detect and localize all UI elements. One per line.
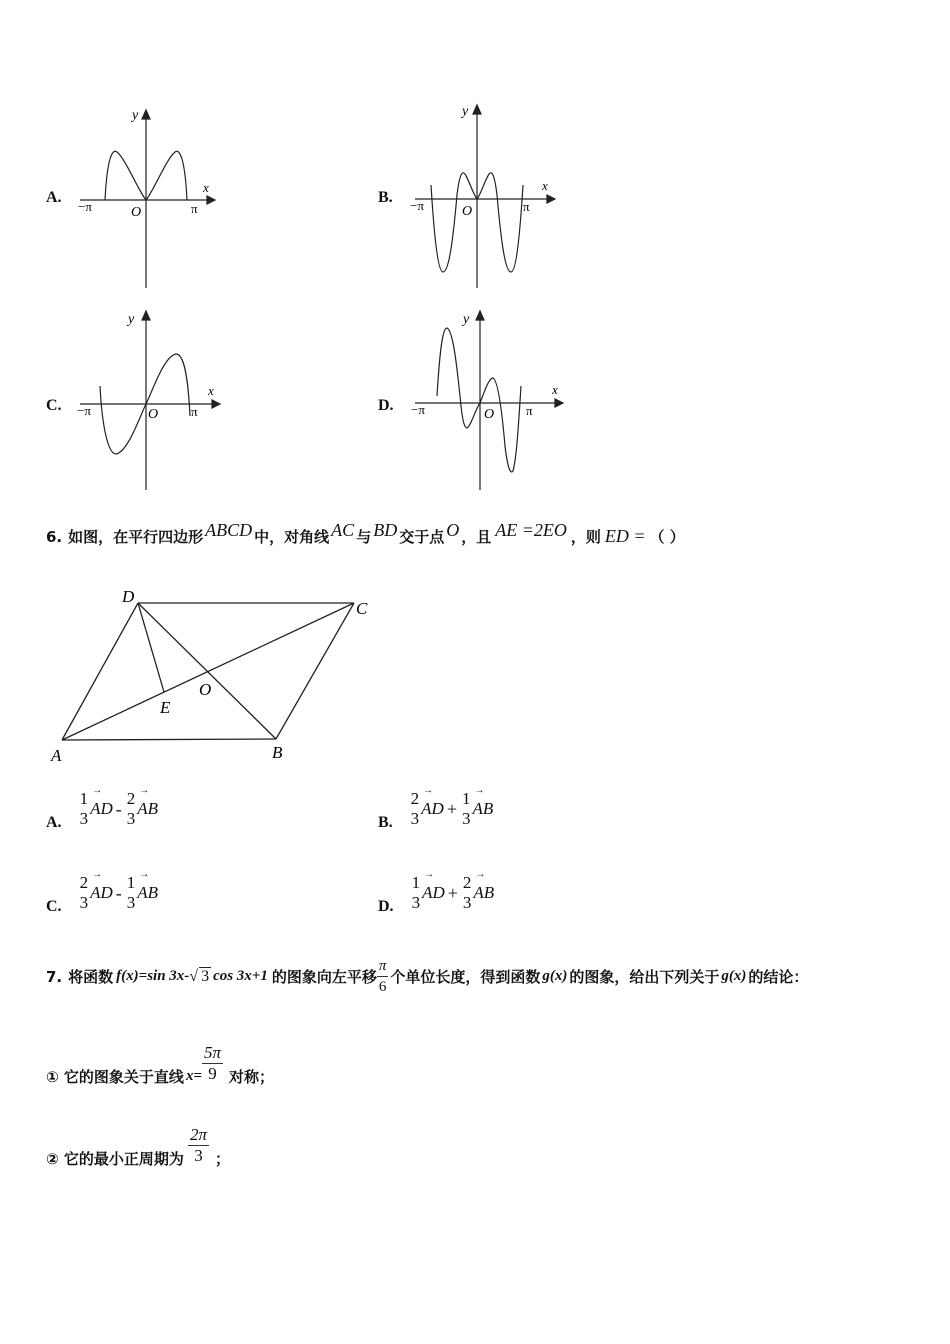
- q6-ed: ED =: [604, 526, 646, 546]
- q7-function: f(x)=sin 3x-: [116, 968, 190, 984]
- pi-label: π: [523, 199, 530, 214]
- q7-statement-2: ② 它的最小正周期为 $\frac{2\pi}{3}$ ；: [46, 1125, 230, 1168]
- origin-label: O: [148, 407, 159, 422]
- y-axis-label: y: [128, 312, 135, 327]
- edge-ba: [62, 739, 276, 740]
- q6-abcd: ABCD: [205, 520, 253, 540]
- vertex-c: C: [356, 599, 368, 618]
- origin-label: O: [131, 205, 142, 220]
- graph-c: [70, 306, 230, 494]
- q6-bd: BD: [373, 520, 398, 540]
- option-c-label[interactable]: C.: [46, 397, 62, 414]
- graph-d: [405, 306, 570, 494]
- x-axis-label: x: [208, 383, 214, 398]
- question-6-stem: 6. 如图，在平行四边形 ABCD 中，对角线 AC 与 BD 交于点 O ，且 AE =2EO ，则 ED = （ ）: [46, 520, 685, 546]
- y-axis-label: y: [463, 312, 470, 327]
- q6-option-a[interactable]: A. 1 3 → AD - 2 3 → AB: [46, 786, 158, 832]
- answer-blank: （ ）: [649, 528, 685, 546]
- q7-statement-1: ① 它的图象关于直线 x= $\frac{5\pi}{9}$ 对称；: [46, 1043, 275, 1086]
- x-axis-label: x: [203, 180, 209, 195]
- option-b-label[interactable]: B.: [378, 189, 393, 206]
- point-o: O: [199, 680, 212, 699]
- q6-option-d[interactable]: D. 1 3 → AD + 2 3 → AB: [378, 870, 494, 916]
- neg-pi-label: −π: [411, 402, 425, 417]
- origin-label: O: [484, 407, 495, 422]
- question-7-stem: 7. 将函数 f(x)=sin 3x- √ 3 cos 3x+1 的图象向左平移 $\frac{\pi}{6}$ 个单位长度，得到函数 g(x) 的图象，给出下列关于 g(x) 的结论：: [46, 958, 809, 995]
- pi-label: π: [191, 404, 198, 419]
- parallelogram-figure: [40, 580, 380, 770]
- vertex-a: A: [51, 746, 62, 765]
- q6-o: O: [446, 520, 460, 540]
- q7-number: 7.: [46, 967, 63, 986]
- neg-pi-label: −π: [78, 199, 92, 214]
- x-axis-label: x: [552, 382, 558, 397]
- neg-pi-label: −π: [410, 198, 424, 213]
- y-axis-label: y: [132, 108, 139, 123]
- vertex-b: B: [272, 743, 283, 762]
- point-e: E: [160, 698, 171, 717]
- pi-label: π: [526, 403, 533, 418]
- option-a-label[interactable]: A.: [46, 189, 62, 206]
- vertex-d: D: [122, 587, 135, 606]
- q6-option-c[interactable]: C. 2 3 → AD - 1 3 → AB: [46, 870, 158, 916]
- edge-ad: [62, 603, 138, 740]
- origin-label: O: [462, 204, 473, 219]
- q6-number: 6.: [46, 527, 63, 546]
- edge-cb: [276, 603, 354, 739]
- q6-option-b[interactable]: B. 2 3 → AD + 1 3 → AB: [378, 786, 493, 832]
- q6-ac: AC: [331, 520, 355, 540]
- neg-pi-label: −π: [77, 403, 91, 418]
- x-axis-label: x: [542, 178, 548, 193]
- option-d-label[interactable]: D.: [378, 397, 394, 414]
- y-axis-label: y: [462, 104, 469, 119]
- graph-a: [70, 100, 230, 292]
- graph-b: [405, 100, 565, 292]
- q6-condition: AE =2EO: [495, 520, 567, 540]
- pi-label: π: [191, 201, 198, 216]
- diagonal-bd: [138, 603, 276, 739]
